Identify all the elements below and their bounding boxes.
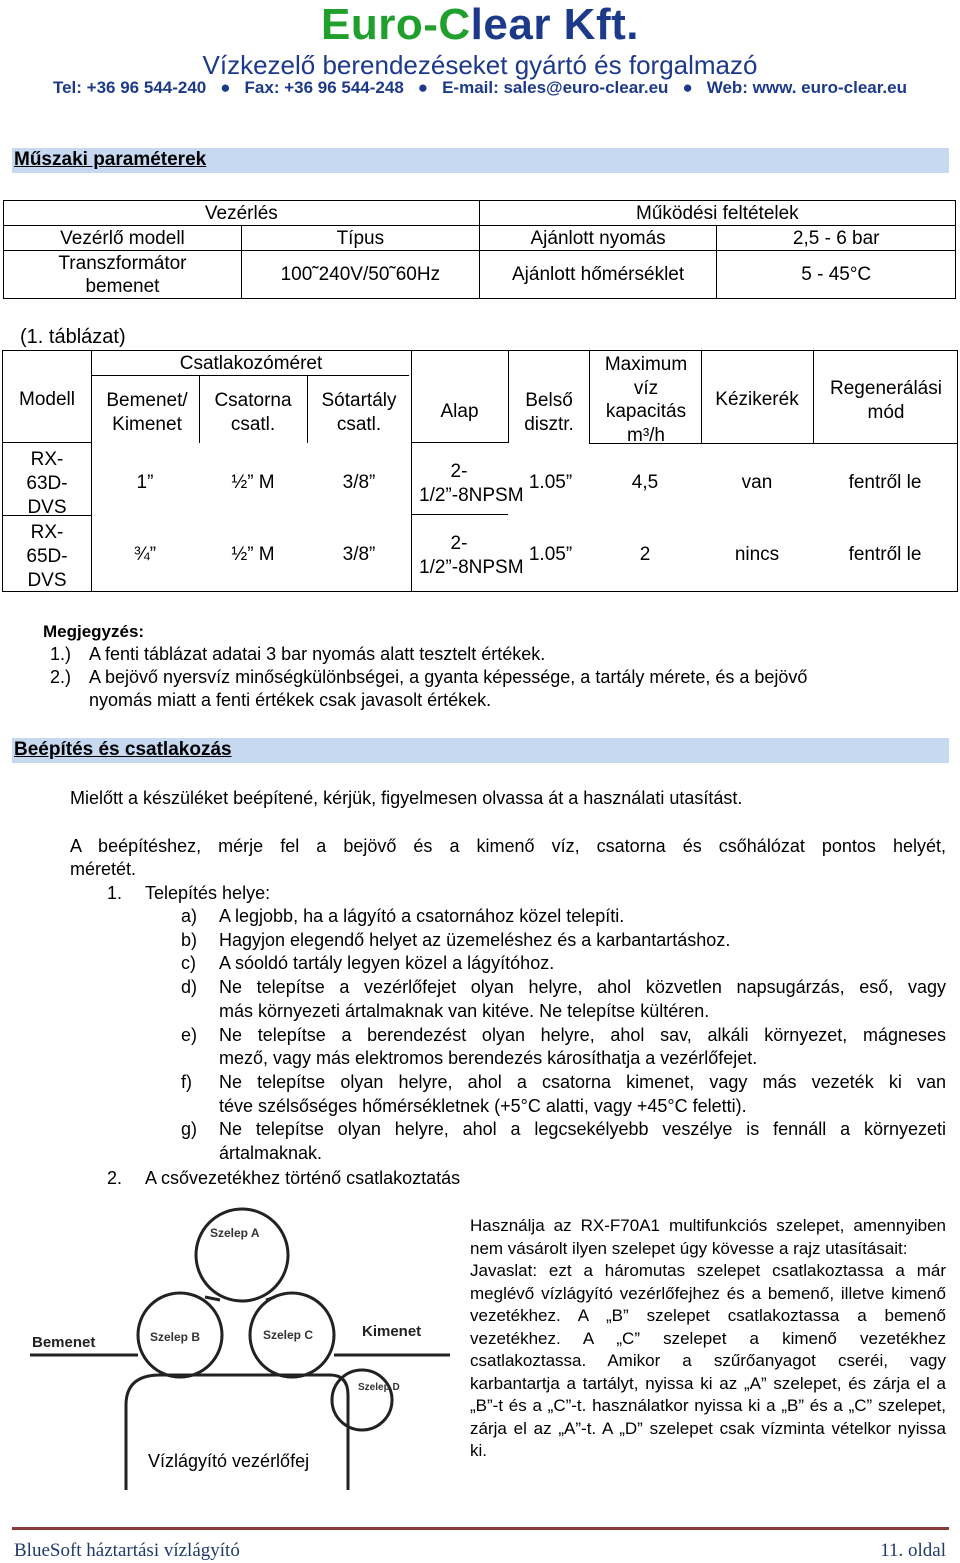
list-heading: A csővezetékhez történő csatlakoztatás bbox=[145, 1168, 461, 1188]
install-intro: Mielőtt a készüléket beépítené, kérjük, figyelmesen olvassa át a használati utasítást. bbox=[70, 788, 743, 808]
header-base: Alap bbox=[440, 401, 479, 422]
section-title: Műszaki paraméterek bbox=[14, 149, 207, 170]
notes-title: Megjegyzés: bbox=[43, 622, 145, 641]
table-caption: (1. táblázat) bbox=[20, 326, 126, 348]
list-item-text: mező, vagy más elektromos berendezés károsíthatja a vezérlőfejet. bbox=[219, 1048, 758, 1069]
note-text: A bejövő nyersvíz minőségkülönbségei, a gyanta képessége, a tartály mérete, és a bejövő bbox=[89, 667, 808, 687]
list-item-text: más környezeti ártalmaknak van kitéve. Ne telepítse kültéren. bbox=[219, 1000, 710, 1021]
valve-b-label: Szelep B bbox=[150, 1330, 201, 1344]
side-paragraph: Javaslat: ezt a háromutas szelepet csatlakoztassa a már meglévő vízlágyító vezérlőfejhez és a bemenő, illetve kimenő vezetékhez. A „B” szelepet csatlakoztassa a bemenő vezetékhez. A „C” szelepet a kimenő vezetékhez csatlakoztassa. Amikor a szűrőanyagot cseréi, vagy karbantartja a tartályt, nyissa ki az „A” szelepet, és zárja el a „B”-t és a „C”-t. használatkor nyissa ki a „B” és a „C” szelepet, zárja el az „A”-t. A „D” szelepet csak vízminta vételkor nyissa ki. bbox=[470, 1261, 946, 1460]
row1-hand: van bbox=[741, 472, 773, 493]
valve-diagram bbox=[30, 1205, 450, 1490]
list-item-text: Ne telepítse a berendezést olyan helyre, ahol sav, alkáli környezet, mágneses bbox=[219, 1024, 946, 1045]
row2-base: 2-1/2”-8NPSM bbox=[419, 533, 524, 578]
header-drain: Csatorna csatl. bbox=[214, 390, 292, 435]
side-text bbox=[470, 1215, 946, 1463]
valve-d-label: Szelep D bbox=[358, 1382, 400, 1393]
inlet-label: Bemenet bbox=[32, 1334, 96, 1351]
list-item-key: f) bbox=[181, 1071, 192, 1092]
website: Web: www. euro-clear.eu bbox=[706, 78, 907, 97]
row1-regen: fentről le bbox=[848, 472, 922, 493]
note-num: 2.) bbox=[50, 667, 72, 687]
note-text: nyomás miatt a fenti értékek csak javasolt értékek. bbox=[89, 690, 492, 710]
note-num: 1.) bbox=[50, 644, 72, 664]
bullet-icon: ● bbox=[682, 78, 693, 97]
header-connsize: Csatlakozóméret bbox=[179, 353, 323, 374]
list-item-key: a) bbox=[181, 906, 198, 926]
row2-drain: ½” M bbox=[231, 544, 275, 565]
row2-model: RX-65D-DVS bbox=[26, 522, 68, 591]
footer-title: BlueSoft háztartási vízlágyító bbox=[14, 1540, 240, 1561]
list-item-key: d) bbox=[181, 977, 198, 998]
list-item-text: Ne telepítse olyan helyre, ahol a csatorna kimenet, vagy más vezeték ki van bbox=[219, 1071, 946, 1092]
header-model: Modell bbox=[19, 389, 75, 410]
company-name: Euro-Clear Kft. bbox=[321, 0, 639, 49]
cell: Ajánlott nyomás bbox=[479, 226, 717, 251]
row2-inner: 1.05” bbox=[528, 544, 573, 565]
list-item-text: Hagyjon elegendő helyet az üzemeléshez és a karbantartáshoz. bbox=[219, 929, 731, 950]
list-item-text: téve szélsőséges hőmérsékletnek (+5°C alatti, vagy +45°C feletti). bbox=[219, 1095, 747, 1116]
list-item-text: ártalmaknak. bbox=[219, 1143, 323, 1163]
list-item-text: A sóoldó tartály legyen közel a lágyítóhoz. bbox=[219, 953, 555, 974]
header-max: Maximum víz kapacitás m³/h bbox=[604, 354, 688, 446]
row1-max: 4,5 bbox=[631, 472, 659, 493]
page-number: 11. oldal bbox=[880, 1540, 946, 1561]
list-num: 2. bbox=[107, 1168, 123, 1188]
model-table bbox=[2, 350, 958, 592]
row1-brine: 3/8” bbox=[342, 472, 376, 493]
list-heading: Telepítés helye: bbox=[145, 883, 271, 903]
cell: Transzformátor bemenet bbox=[4, 251, 242, 299]
row2-inout: ¾” bbox=[133, 544, 157, 565]
row2-regen: fentről le bbox=[848, 544, 922, 565]
control-table bbox=[3, 200, 956, 299]
side-paragraph: Használja az RX-F70A1 multifunkciós szelepet, amennyiben nem vásárolt ilyen szelepet úgy kövesse a rajz utasításait: bbox=[470, 1216, 946, 1258]
install-para: méretét. bbox=[70, 859, 137, 879]
section-bar-install bbox=[12, 738, 949, 763]
header-regen: Regenerálási mód bbox=[830, 378, 942, 423]
footer-divider bbox=[12, 1527, 949, 1530]
list-item-key: e) bbox=[181, 1024, 198, 1045]
fax: Fax: +36 96 544-248 bbox=[244, 78, 404, 97]
list-item-key: b) bbox=[181, 929, 198, 950]
list-num: 1. bbox=[107, 883, 123, 903]
row1-inout: 1” bbox=[136, 472, 154, 493]
header-conditions: Működési feltételek bbox=[479, 201, 955, 226]
outlet-label: Kimenet bbox=[362, 1323, 422, 1340]
list-item-text: Ne telepítse olyan helyre, ahol a legcsekélyebb veszélye is fennáll a környezeti bbox=[219, 1119, 946, 1140]
install-para: A beépítéshez, mérje fel a bejövő és a kimenő víz, csatorna és csőhálózat pontos helyét, bbox=[70, 836, 946, 856]
bullet-icon: ● bbox=[220, 78, 231, 97]
row1-drain: ½” M bbox=[231, 472, 275, 493]
list-item-text: A legjobb, ha a lágyító a csatornához közel telepíti. bbox=[219, 906, 625, 926]
list-item-text: Ne telepítse a vezérlőfejet olyan helyre, ahol közvetlen napsugárzás, eső, vagy bbox=[219, 977, 946, 998]
list-item-key: g) bbox=[181, 1119, 198, 1140]
list-item-key: c) bbox=[181, 953, 196, 974]
section-bar-tech bbox=[12, 148, 949, 173]
header-hand: Kézikerék bbox=[715, 389, 799, 410]
company-subtitle: Vízkezelő berendezéseket gyártó és forgalmazó bbox=[202, 50, 758, 80]
note-text: A fenti táblázat adatai 3 bar nyomás alatt tesztelt értékek. bbox=[89, 644, 546, 664]
valve-a-label: Szelep A bbox=[210, 1226, 260, 1240]
phone: Tel: +36 96 544-240 bbox=[52, 78, 207, 97]
email: E-mail: sales@euro-clear.eu bbox=[442, 78, 669, 97]
valve-a-icon bbox=[196, 1209, 288, 1301]
cell: Vezérlő modell bbox=[4, 226, 242, 251]
row2-brine: 3/8” bbox=[342, 544, 376, 565]
section-title: Beépítés és csatlakozás bbox=[14, 739, 232, 760]
row1-inner: 1.05” bbox=[528, 472, 573, 493]
header-brine: Sótartály csatl. bbox=[321, 390, 397, 435]
header-inner: Belső disztr. bbox=[524, 390, 574, 435]
cell: Ajánlott hőmérséklet bbox=[479, 251, 717, 299]
row2-hand: nincs bbox=[734, 544, 780, 565]
cell: 2,5 - 6 bar bbox=[717, 226, 956, 251]
header-control: Vezérlés bbox=[4, 201, 480, 226]
bullet-icon: ● bbox=[417, 78, 429, 97]
contact-line bbox=[0, 78, 960, 98]
row1-base: 2-1/2”-8NPSM bbox=[419, 461, 524, 506]
cell: Típus bbox=[241, 226, 479, 251]
cell: 100˜240V/50˜60Hz bbox=[241, 251, 479, 299]
valve-c-label: Szelep C bbox=[263, 1328, 314, 1342]
control-head-label: Vízlágyító vezérlőfej bbox=[148, 1451, 310, 1471]
header-inout: Bemenet/ Kimenet bbox=[106, 390, 188, 435]
cell: 5 - 45°C bbox=[717, 251, 956, 299]
row1-model: RX-63D-DVS bbox=[26, 449, 68, 518]
row2-max: 2 bbox=[639, 544, 651, 565]
